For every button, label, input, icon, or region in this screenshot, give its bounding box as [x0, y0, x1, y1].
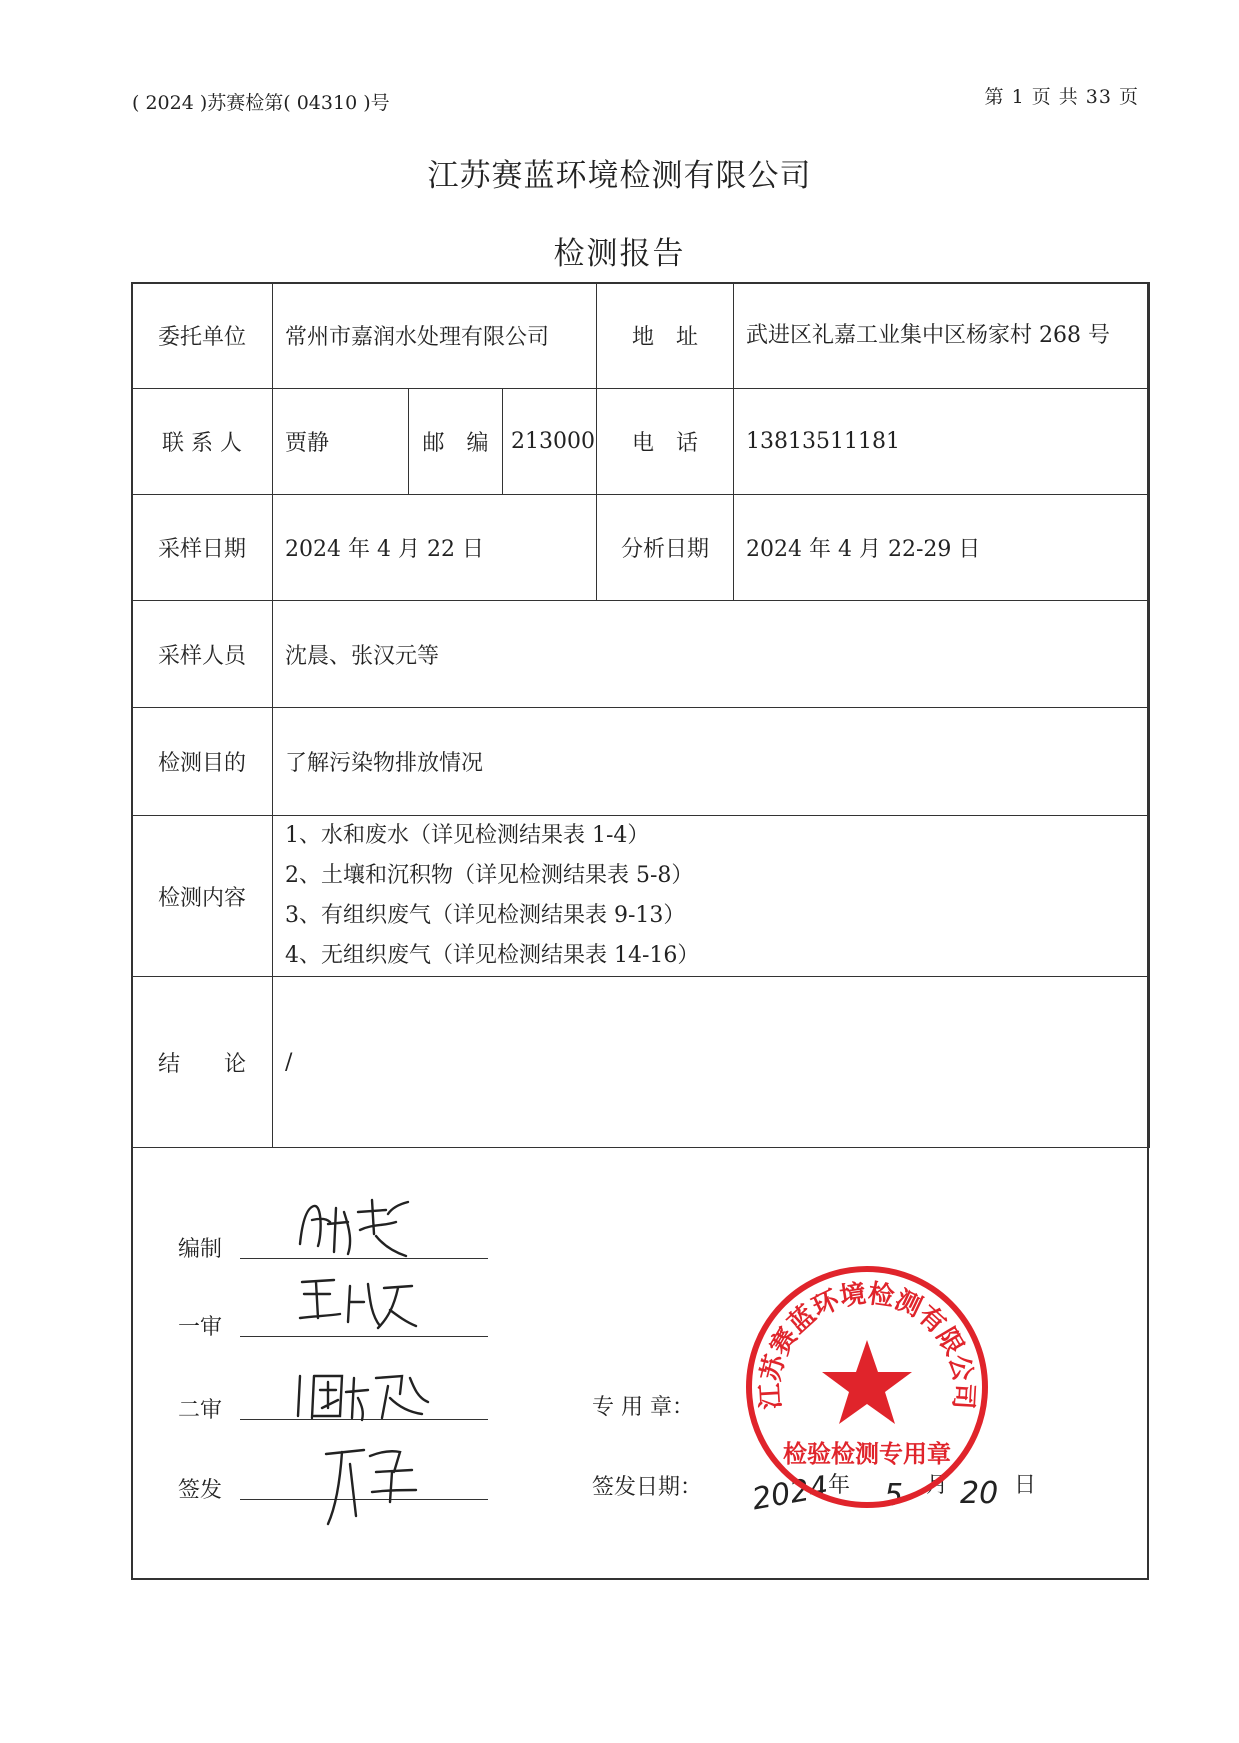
- issue-date-month-unit: 月: [926, 1473, 949, 1498]
- issue-date-day: 20: [960, 1476, 999, 1511]
- sampler-value: 沈晨、张汉元等: [273, 601, 1150, 708]
- phone-label: 电 话: [597, 389, 734, 495]
- conclusion-label: 结 论: [132, 977, 273, 1148]
- issue-date-month: 5: [884, 1478, 904, 1513]
- seal-inner-text: 检验检测专用章: [783, 1439, 951, 1468]
- contact-value: 贾静: [273, 389, 409, 495]
- sampling-date-label: 采样日期: [132, 495, 273, 601]
- row-purpose: [132, 708, 1150, 816]
- prepared-label: 编制: [178, 1237, 223, 1262]
- issue-date-year-unit: 年: [828, 1473, 851, 1498]
- row-conclusion: [132, 977, 1150, 1148]
- postcode-value: 213000: [503, 389, 597, 495]
- report-number: ( 2024 )苏赛检第( 04310 )号: [132, 92, 390, 114]
- issue-date-day-unit: 日: [1014, 1473, 1037, 1498]
- sampler-label: 采样人员: [132, 601, 273, 708]
- content-item: 4、无组织废气（详见检测结果表 14-16）: [285, 943, 700, 968]
- client-value: 常州市嘉润水处理有限公司: [273, 283, 597, 389]
- content-item: 2、土壤和沉积物（详见检测结果表 5-8）: [285, 863, 694, 888]
- row-dates: [132, 495, 1150, 601]
- content-item: 1、水和废水（详见检测结果表 1-4）: [285, 823, 650, 848]
- contact-label: 联 系 人: [132, 389, 273, 495]
- report-info-table: [131, 282, 1150, 1148]
- row-content: [132, 816, 1150, 977]
- content-label: 检测内容: [132, 816, 273, 977]
- address-value: 武进区礼嘉工业集中区杨家村 268 号: [734, 283, 1150, 389]
- company-seal: [742, 1262, 992, 1512]
- issue-date-label: 签发日期：: [592, 1475, 703, 1500]
- postcode-label: 邮 编: [409, 389, 503, 495]
- second-review-label: 二审: [178, 1398, 223, 1423]
- client-label: 委托单位: [132, 283, 273, 389]
- company-name: 江苏赛蓝环境检测有限公司: [427, 158, 812, 194]
- conclusion-value: /: [273, 977, 1150, 1148]
- address-label: 地 址: [597, 283, 734, 389]
- phone-value: 13813511181: [734, 389, 1150, 495]
- seal-outer-text: 江苏赛蓝环境检测有限公司: [755, 1279, 979, 1411]
- special-seal-label: 专 用 章：: [592, 1395, 694, 1420]
- prepared-signature: [292, 1194, 432, 1264]
- row-client: [132, 283, 1150, 389]
- page-indicator: 第 1 页 共 33 页: [984, 86, 1139, 108]
- first-review-signature: [294, 1272, 424, 1338]
- issuer-signature: [316, 1442, 426, 1528]
- content-item: 3、有组织废气（详见检测结果表 9-13）: [285, 903, 686, 928]
- sampling-date-value: 2024 年 4 月 22 日: [273, 495, 597, 601]
- issuer-label: 签发: [178, 1478, 223, 1503]
- purpose-label: 检测目的: [132, 708, 273, 816]
- first-review-label: 一审: [178, 1315, 223, 1340]
- row-sampler: [132, 601, 1150, 708]
- purpose-value: 了解污染物排放情况: [273, 708, 1150, 816]
- analysis-date-value: 2024 年 4 月 22-29 日: [734, 495, 1150, 601]
- report-title: 检测报告: [553, 236, 686, 272]
- row-contact: [132, 389, 1150, 495]
- issue-date-year: 2024: [749, 1469, 831, 1518]
- second-review-signature: [292, 1368, 442, 1424]
- analysis-date-label: 分析日期: [597, 495, 734, 601]
- seal-star-icon: [822, 1340, 912, 1424]
- content-list: [273, 816, 1150, 977]
